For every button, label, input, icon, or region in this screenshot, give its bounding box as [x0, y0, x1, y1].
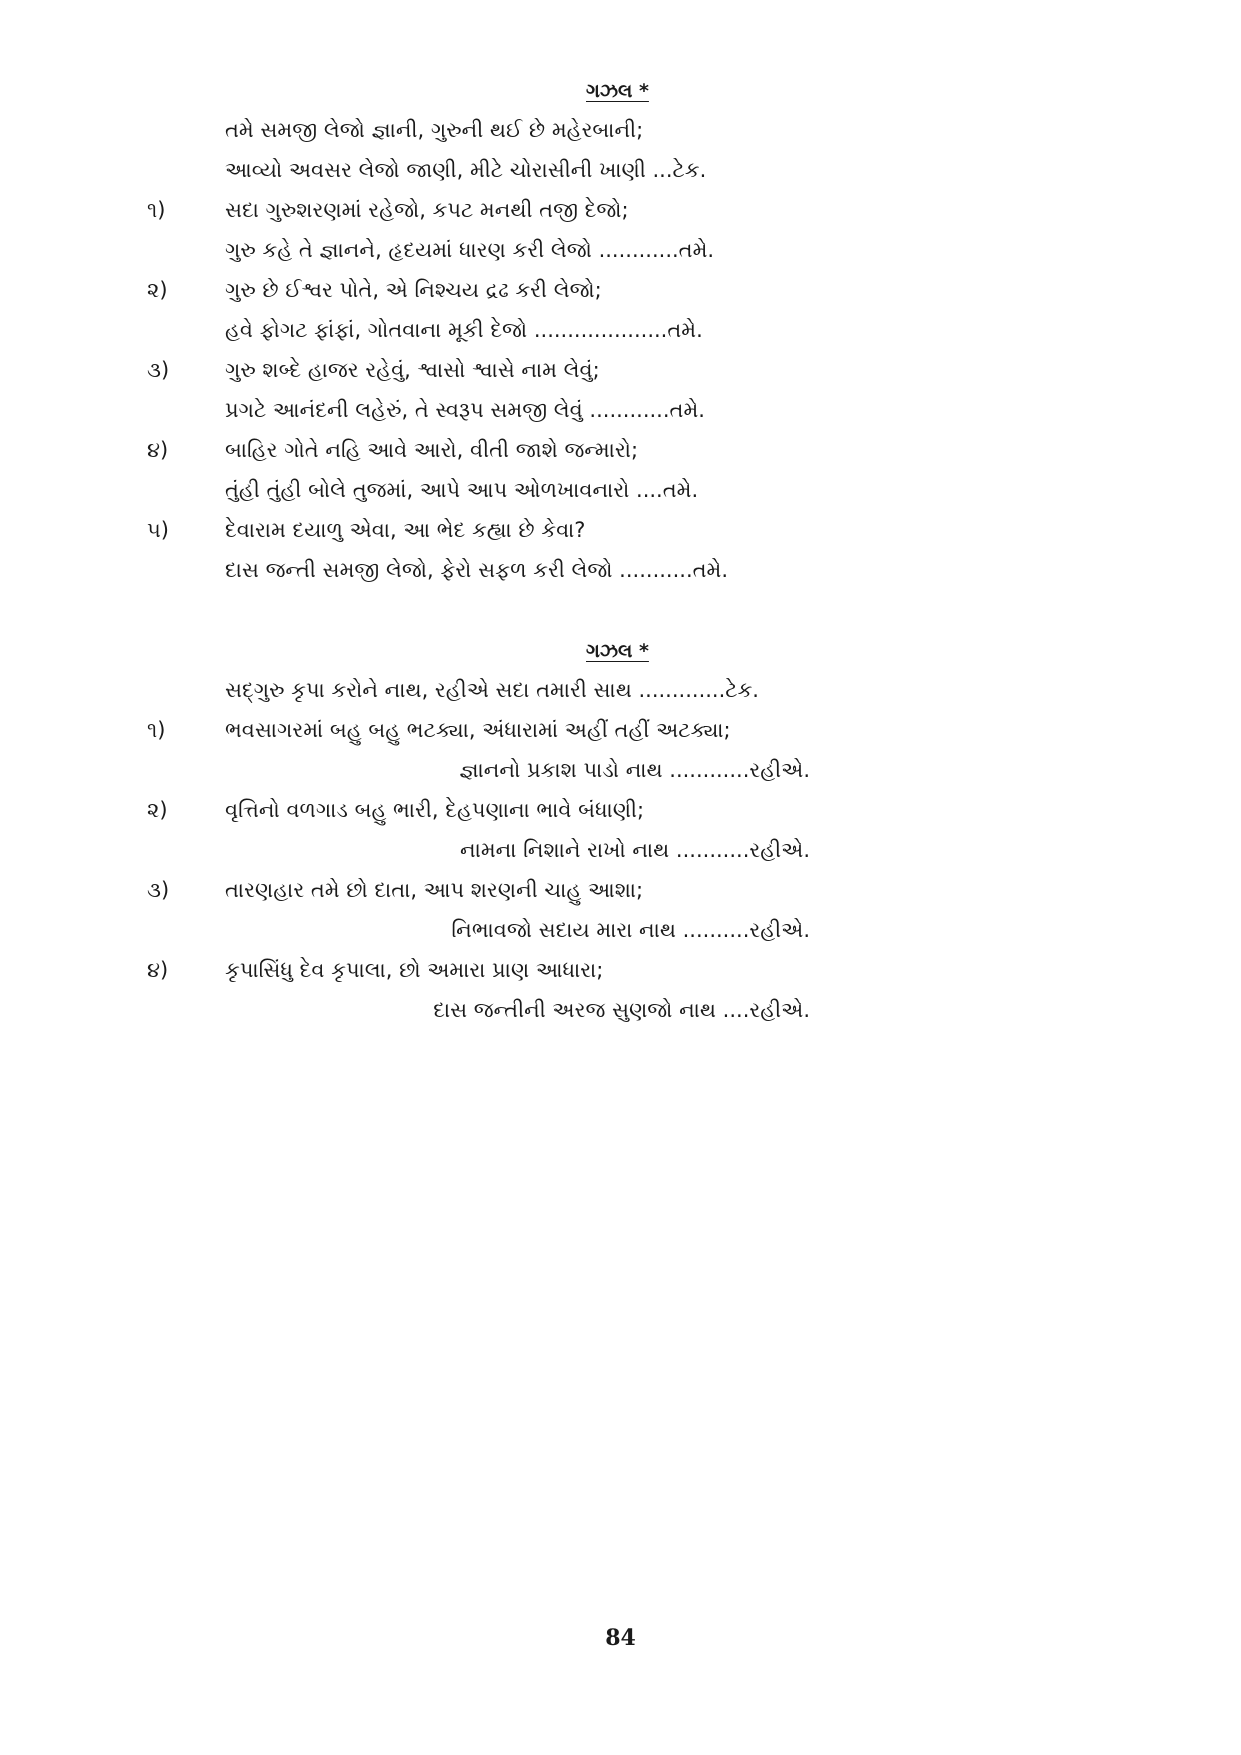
poem-2-intro-line: સદ્‌ગુરુ કૃપા કરોને નાથ, રહીએ સદા તમારી સાથ .............ટેક.	[225, 678, 759, 702]
stanza-number: ૧)	[147, 718, 166, 742]
stanza-line: સદા ગુરુશરણમાં રહેજો, કપટ મનથી તજી દેજો;	[225, 198, 629, 222]
stanza-number: ૨)	[147, 798, 168, 822]
stanza-line: તુંહી તુંહી બોલે તુજમાં, આપે આપ ઓળખાવનારો ....તમે.	[225, 478, 699, 502]
stanza-line: બાહિર ગોતે નહિ આવે આરો, વીતી જાશે જન્મારો;	[225, 438, 639, 462]
page-number: 84	[605, 1625, 636, 1651]
stanza-line: ભવસાગરમાં બહુ બહુ ભટક્યા, અંધારામાં અહીં તહીં અટક્યા;	[225, 718, 731, 742]
stanza-number: ૪)	[147, 438, 169, 462]
stanza-line: નિભાવજો સદાય મારા નાથ ..........રહીએ.	[451, 918, 810, 942]
stanza-line: ગુરુ કહે તે જ્ઞાનને, હૃદયમાં ધારણ કરી લેજો ............તમે.	[225, 238, 715, 262]
poem-2-title: ગઝલ *	[586, 640, 649, 662]
poem-1-title: ગઝલ *	[586, 80, 649, 102]
poem-1-intro-line: તમે સમજી લેજો જ્ઞાની, ગુરુની થઈ છે મહેરબાની;	[225, 118, 644, 142]
stanza-number: ૧)	[147, 198, 166, 222]
stanza-line: દાસ જન્તી સમજી લેજો, ફેરો સફળ કરી લેજો ...........તમે.	[225, 558, 729, 582]
stanza-number: ૪)	[147, 958, 169, 982]
poem-1-intro-line: આવ્યો અવસર લેજો જાણી, મીટે ચોરાસીની ખાણી ...ટેક.	[225, 158, 707, 182]
stanza-number: ૩)	[147, 358, 170, 382]
stanza-line: વૃત્તિનો વળગાડ બહુ ભારી, દેહપણાના ભાવે બંધાણી;	[225, 798, 645, 822]
stanza-line: દેવારામ દયાળુ એવા, આ ભેદ કહ્યા છે કેવા?	[225, 518, 586, 542]
stanza-number: ૩)	[147, 878, 170, 902]
stanza-number: ૨)	[147, 278, 168, 302]
stanza-line: હવે ફોગટ ફાંફાં, ગોતવાના મૂકી દેજો ....................તમે.	[225, 318, 703, 342]
stanza-line: જ્ઞાનનો પ્રકાશ પાડો નાથ ............રહીએ.	[459, 758, 810, 782]
stanza-line: કૃપાસિંધુ દેવ કૃપાલા, છો અમારા પ્રાણ આધારા;	[225, 958, 604, 982]
stanza-line: ગુરુ શબ્દે હાજર રહેવું, શ્વાસો શ્વાસે નામ લેવું;	[225, 358, 600, 382]
stanza-line: તારણહાર તમે છો દાતા, આપ શરણની ચાહુ આશા;	[225, 878, 644, 902]
stanza-line: નામના નિશાને રાખો નાથ ...........રહીએ.	[460, 838, 810, 862]
stanza-line: ગુરુ છે ઈશ્વર પોતે, એ નિશ્ચય દ્રઢ કરી લેજો;	[225, 278, 602, 302]
stanza-number: ૫)	[147, 518, 169, 542]
stanza-line: પ્રગટે આનંદની લહેરું, તે સ્વરૂપ સમજી લેવું ............તમે.	[225, 398, 705, 422]
stanza-line: દાસ જન્તીની અરજ સુણજો નાથ ....રહીએ.	[433, 998, 810, 1022]
